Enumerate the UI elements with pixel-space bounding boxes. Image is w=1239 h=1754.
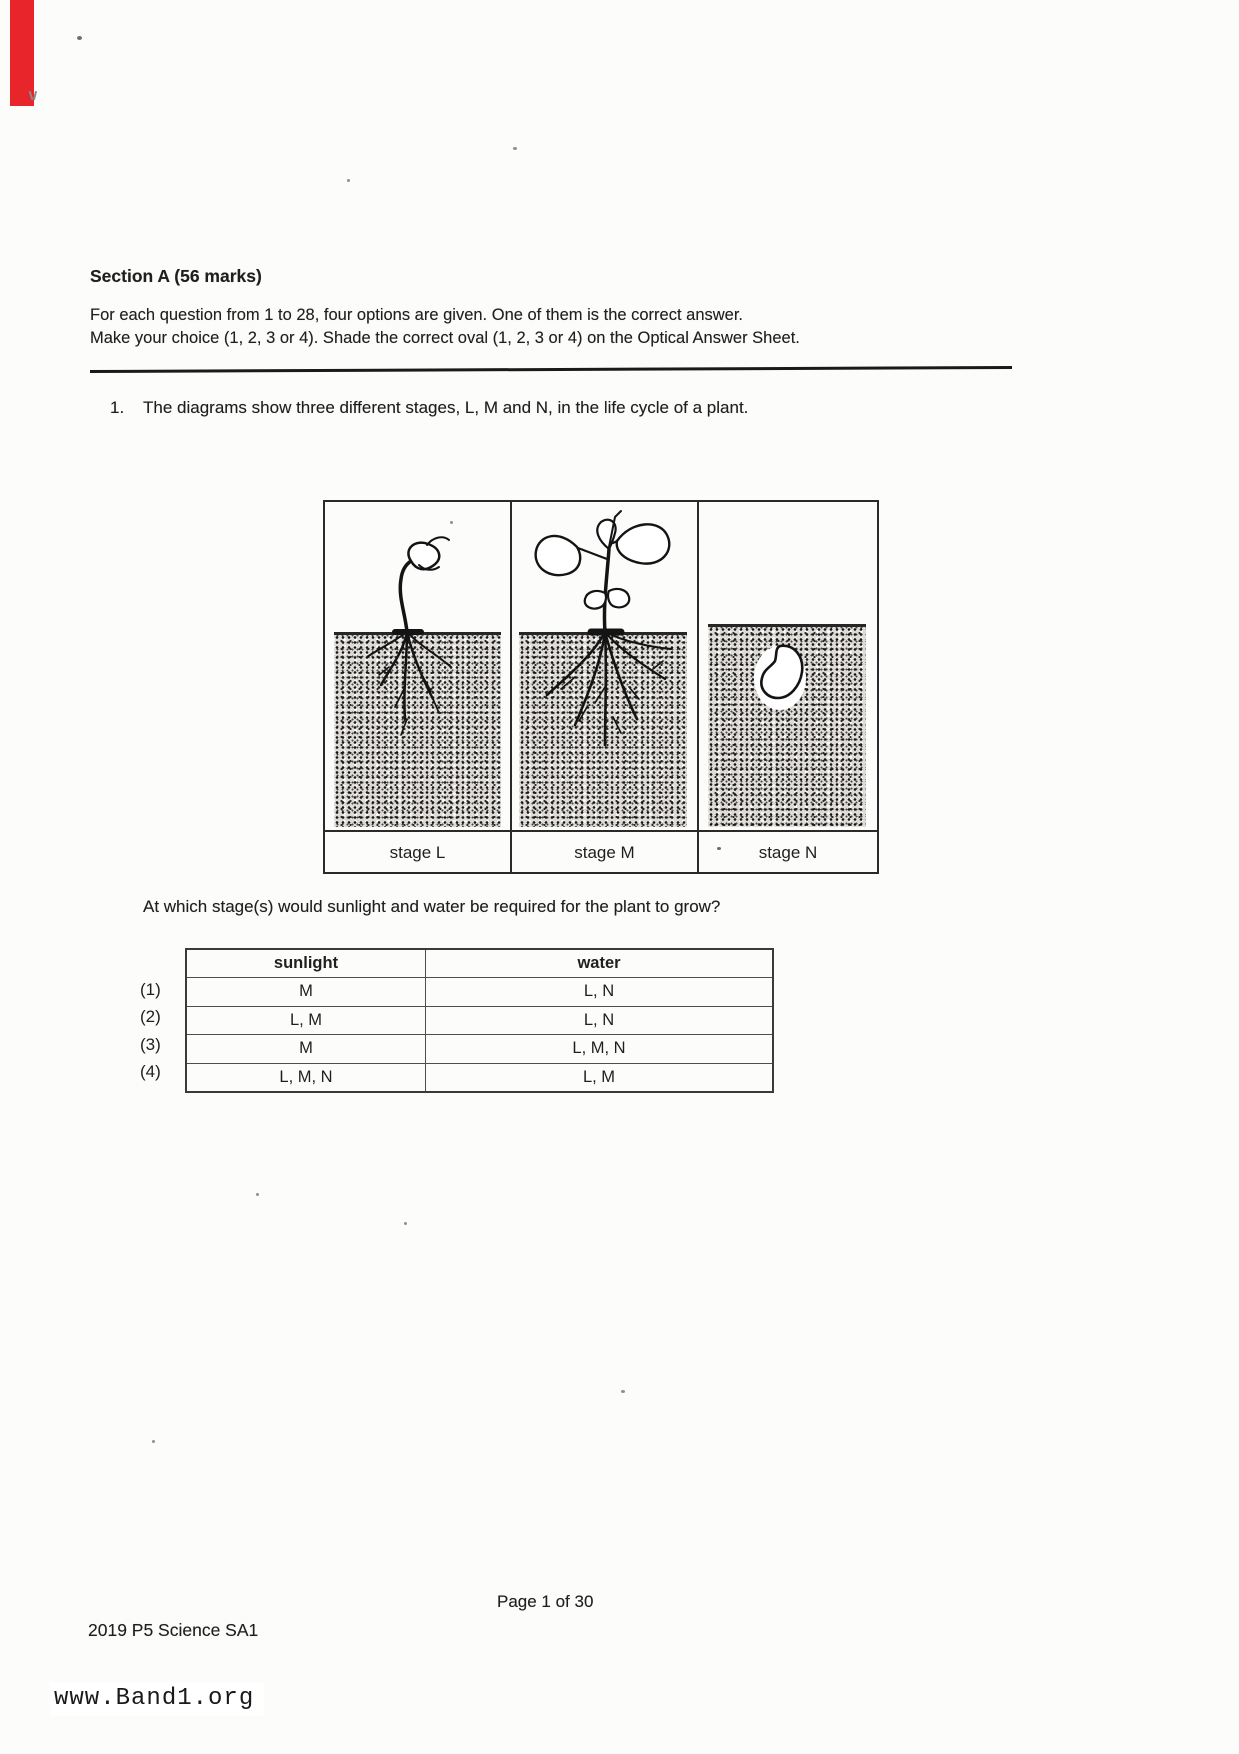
option-1-water: L, N bbox=[583, 982, 615, 1001]
options-table-header-row bbox=[187, 950, 772, 978]
scan-speck bbox=[256, 1193, 259, 1196]
option-row-1 bbox=[187, 978, 772, 1007]
watermark-text: www.Band1.org bbox=[50, 1682, 264, 1716]
option-3-water: L, M, N bbox=[572, 1039, 626, 1058]
document-label: 2019 P5 Science SA1 bbox=[88, 1620, 259, 1640]
scan-artifact-mark bbox=[28, 88, 38, 100]
option-2-water: L, N bbox=[583, 1010, 615, 1029]
option-number-2: (2) bbox=[140, 1007, 161, 1027]
scan-speck bbox=[621, 1390, 625, 1393]
sub-question-text: At which stage(s) would sunlight and water be required for the plant to grow? bbox=[143, 897, 721, 916]
scan-speck bbox=[347, 179, 350, 182]
stage-label-n: stage N bbox=[758, 843, 818, 862]
option-4-water: L, M bbox=[582, 1067, 616, 1086]
plant-stages-diagram bbox=[323, 500, 879, 874]
stage-label-l: stage L bbox=[389, 843, 446, 862]
option-4-sunlight: L, M, N bbox=[187, 1064, 426, 1092]
column-header-sunlight: sunlight bbox=[187, 950, 426, 977]
scan-speck bbox=[152, 1440, 155, 1443]
option-row-2 bbox=[187, 1007, 772, 1036]
instructions-line-2: Make your choice (1, 2, 3 or 4). Shade the correct oval (1, 2, 3 or 4) on the Optical Answer Sheet. bbox=[90, 329, 800, 347]
instructions-line-1: For each question from 1 to 28, four options are given. One of them is the correct answer. bbox=[90, 306, 744, 324]
page-indicator: Page 1 of 30 bbox=[497, 1592, 594, 1611]
section-heading: Section A (56 marks) bbox=[90, 266, 262, 286]
option-number-1: (1) bbox=[140, 979, 161, 999]
seedling-stage-l-illustration bbox=[345, 527, 475, 747]
scan-speck bbox=[513, 147, 517, 150]
question-text: The diagrams show three different stages, L, M and N, in the life cycle of a plant. bbox=[143, 398, 749, 417]
option-2-sunlight: L, M bbox=[187, 1007, 426, 1035]
column-header-water: water bbox=[577, 954, 621, 972]
option-row-3 bbox=[187, 1035, 772, 1064]
option-1-sunlight: M bbox=[187, 978, 426, 1006]
scan-speck bbox=[77, 36, 82, 40]
diagram-label-row-line bbox=[325, 830, 877, 832]
option-number-4: (4) bbox=[140, 1062, 161, 1082]
young-plant-stage-m-illustration bbox=[513, 497, 703, 777]
option-number-3: (3) bbox=[140, 1034, 161, 1054]
option-number-labels bbox=[140, 976, 161, 1086]
buried-seed-stage-n-illustration bbox=[750, 638, 808, 712]
option-3-sunlight: M bbox=[187, 1035, 426, 1063]
question-number: 1. bbox=[110, 398, 125, 417]
options-table bbox=[185, 948, 774, 1093]
option-row-4 bbox=[187, 1064, 772, 1092]
diagram-divider bbox=[510, 502, 512, 872]
section-divider-rule bbox=[90, 366, 1012, 373]
stage-label-m: stage M bbox=[574, 843, 635, 862]
scan-speck bbox=[404, 1222, 407, 1225]
